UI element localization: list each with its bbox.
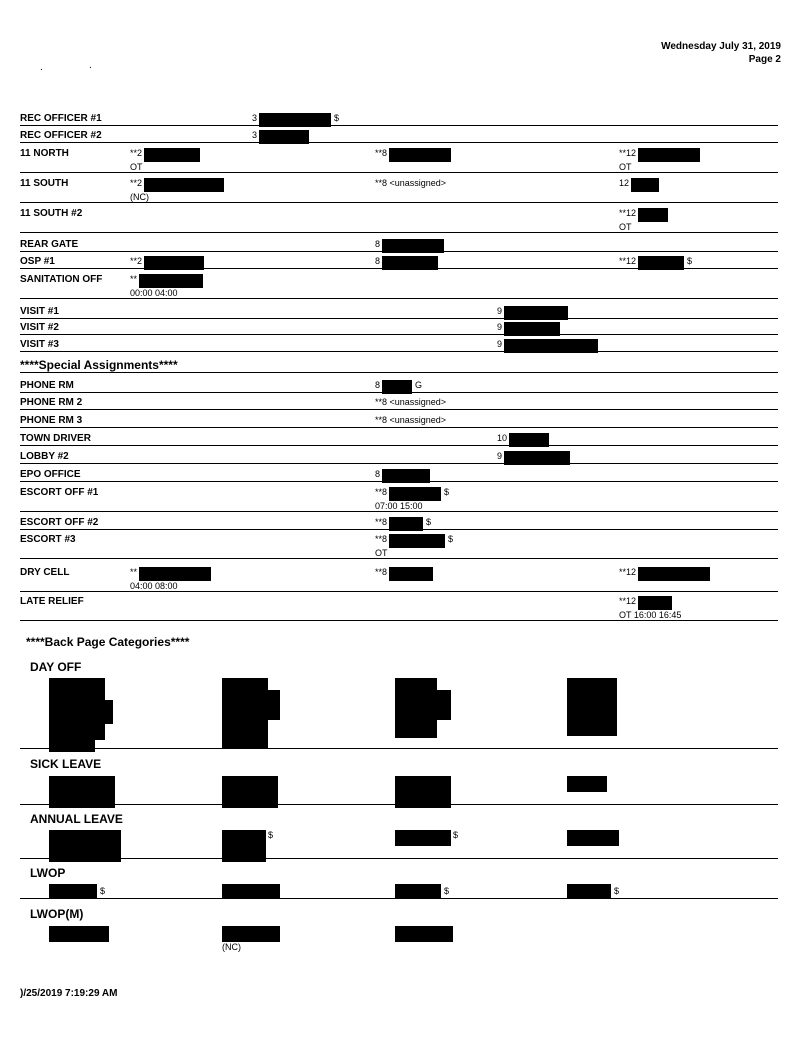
table-row [20, 304, 778, 319]
assignment-cell [619, 567, 710, 581]
post-label: ESCORT #3 [20, 534, 76, 545]
cell-subtext: 04:00 08:00 [130, 581, 178, 591]
redaction-block [49, 926, 109, 942]
report-header [661, 40, 781, 66]
post-label: VISIT #1 [20, 306, 59, 317]
shift-code: 3 [252, 130, 258, 140]
assignment-cell [619, 178, 659, 192]
table-row [20, 206, 778, 233]
table-row [20, 467, 778, 482]
cell-subtext: OT [619, 222, 632, 232]
redaction-block [395, 830, 451, 846]
redaction-block [504, 339, 598, 353]
table-row [20, 320, 778, 335]
scan-speck: . [89, 60, 92, 71]
cell-subtext: OT [130, 162, 143, 172]
assignment-cell [375, 469, 430, 483]
redaction-block [259, 113, 331, 127]
post-label: PHONE RM 2 [20, 397, 83, 408]
dollar-mark: $ [453, 830, 459, 840]
redaction-block [389, 517, 423, 531]
shift-code: **8 [375, 517, 388, 527]
table-row [20, 176, 778, 203]
assignment-cell [130, 178, 224, 202]
assignment-cell [497, 451, 570, 465]
shift-code: **2 [130, 178, 143, 188]
cell-subtext: 00:00 04:00 [130, 288, 178, 298]
post-label: PHONE RM [20, 380, 74, 391]
assignment-cell [375, 239, 444, 253]
cell-suffix: $ [444, 487, 450, 497]
redaction-block [638, 208, 668, 222]
table-row [20, 272, 778, 299]
shift-code: **12 [619, 256, 637, 266]
shift-code: 9 [497, 322, 503, 332]
shift-code: **8 <unassigned> [375, 178, 447, 188]
shift-code: ** [130, 567, 138, 577]
cell-suffix: $ [687, 256, 693, 266]
redaction-block [504, 306, 568, 320]
redaction-block [139, 274, 203, 288]
shift-code: **8 [375, 534, 388, 544]
assignment-cell [375, 380, 422, 394]
category-divider [20, 898, 778, 899]
assignment-cell [130, 567, 211, 591]
dollar-mark: $ [444, 886, 450, 896]
table-row [20, 128, 778, 143]
shift-code: 8 [375, 239, 381, 249]
assignment-cell [619, 596, 681, 620]
redaction-block [259, 130, 309, 144]
post-label: REC OFFICER #2 [20, 130, 102, 141]
report-date: Wednesday July 31, 2019 [661, 41, 781, 52]
category-heading: DAY OFF [30, 660, 82, 674]
assignment-cell [252, 130, 309, 144]
assignment-cell [130, 256, 204, 270]
assignment-cell [375, 415, 446, 425]
post-label: VISIT #3 [20, 339, 59, 350]
table-row [20, 485, 778, 512]
redaction-block [382, 469, 430, 483]
shift-code: 8 [375, 469, 381, 479]
post-label: OSP #1 [20, 256, 55, 267]
assignment-cell [375, 397, 446, 407]
dollar-mark: $ [614, 886, 620, 896]
post-label: ESCORT OFF #2 [20, 517, 99, 528]
dollar-mark: $ [268, 830, 274, 840]
post-label: 11 SOUTH [20, 178, 69, 189]
post-label: DRY CELL [20, 567, 70, 578]
cell-subtext: OT 16:00 16:45 [619, 610, 682, 620]
redaction-block [567, 884, 611, 898]
category-heading: SICK LEAVE [30, 757, 102, 771]
table-row [20, 413, 778, 428]
assignment-cell [130, 274, 203, 298]
shift-code: **8 [375, 487, 388, 497]
print-timestamp: )/25/2019 7:19:29 AM [20, 988, 118, 999]
assignment-cell [375, 567, 433, 581]
cell-suffix: G [415, 380, 423, 390]
category-divider [20, 804, 778, 805]
redaction-block [395, 926, 453, 942]
special-assignments-heading: ****Special Assignments**** [20, 358, 178, 372]
shift-code: 10 [497, 433, 508, 443]
assignment-cell [375, 517, 431, 531]
post-label: ESCORT OFF #1 [20, 487, 99, 498]
redaction-block [389, 567, 433, 581]
post-label: 11 NORTH [20, 148, 69, 159]
shift-code: 9 [497, 306, 503, 316]
post-label: VISIT #2 [20, 322, 59, 333]
redaction-block [504, 322, 560, 336]
assignment-cell [375, 178, 446, 188]
cell-suffix: $ [334, 113, 340, 123]
shift-code: **2 [130, 148, 143, 158]
shift-code: 8 [375, 256, 381, 266]
table-row [20, 395, 778, 410]
redaction-block [144, 148, 200, 162]
redaction-block [382, 256, 438, 270]
shift-code: ** [130, 274, 138, 284]
table-row [20, 594, 778, 621]
back-page-heading: ****Back Page Categories**** [26, 635, 190, 649]
table-row [20, 237, 778, 252]
scan-speck: . [40, 62, 43, 73]
shift-code: 12 [619, 178, 630, 188]
assignment-cell [497, 306, 568, 320]
assignment-cell [497, 339, 598, 353]
assignment-cell [497, 433, 549, 447]
assignment-cell [130, 148, 200, 172]
post-label: SANITATION OFF [20, 274, 103, 285]
redaction-block [638, 596, 672, 610]
redaction-block [49, 700, 113, 724]
shift-code: 9 [497, 451, 503, 461]
no-charge-note: (NC) [222, 942, 241, 952]
redaction-block [382, 239, 444, 253]
assignment-cell [497, 322, 560, 336]
category-heading: ANNUAL LEAVE [30, 812, 123, 826]
table-row [20, 431, 778, 446]
assignment-cell [375, 256, 438, 270]
category-heading: LWOP [30, 866, 66, 880]
redaction-block [638, 148, 700, 162]
redaction-block [389, 534, 445, 548]
redaction-block [509, 433, 549, 447]
shift-code: **12 [619, 567, 637, 577]
post-label: REC OFFICER #1 [20, 113, 102, 124]
redaction-block [395, 690, 451, 720]
shift-code: **12 [619, 148, 637, 158]
category-divider [20, 858, 778, 859]
page-number: Page 2 [748, 54, 781, 65]
table-row [20, 146, 778, 173]
assignment-cell [619, 148, 700, 172]
assignment-cell [619, 208, 668, 232]
redaction-block [504, 451, 570, 465]
cell-subtext: OT [375, 548, 388, 558]
table-row [20, 565, 778, 592]
redaction-block [144, 256, 204, 270]
shift-code: 3 [252, 113, 258, 123]
redaction-block [49, 884, 97, 898]
shift-code: **8 <unassigned> [375, 397, 447, 407]
redaction-block [222, 690, 280, 720]
table-row [20, 378, 778, 393]
redaction-block [222, 926, 280, 942]
assignment-cell [375, 148, 451, 162]
shift-code: **12 [619, 596, 637, 606]
assignment-cell [375, 487, 449, 511]
redaction-block [638, 567, 710, 581]
table-row [20, 111, 778, 126]
cell-suffix: $ [426, 517, 432, 527]
post-label: REAR GATE [20, 239, 79, 250]
redaction-block [567, 706, 617, 728]
cell-subtext: 07:00 15:00 [375, 501, 423, 511]
shift-code: **8 [375, 148, 388, 158]
redaction-block [382, 380, 412, 394]
redaction-block [395, 884, 441, 898]
redaction-block [139, 567, 211, 581]
table-row [20, 515, 778, 530]
redaction-block [389, 148, 451, 162]
table-row [20, 449, 778, 464]
assignment-cell [375, 534, 453, 558]
cell-subtext: OT [619, 162, 632, 172]
cell-subtext: (NC) [130, 192, 149, 202]
shift-code: **8 [375, 567, 388, 577]
redaction-block [631, 178, 659, 192]
redaction-block [567, 776, 607, 792]
redaction-block [389, 487, 441, 501]
cell-suffix: $ [448, 534, 454, 544]
dollar-mark: $ [100, 886, 106, 896]
table-row [20, 532, 778, 559]
table-row [20, 337, 778, 352]
category-divider [20, 748, 778, 749]
assignment-cell [252, 113, 339, 127]
redaction-block [567, 830, 619, 846]
post-label: LATE RELIEF [20, 596, 84, 607]
table-row [20, 254, 778, 269]
category-heading: LWOP(M) [30, 907, 84, 921]
post-label: LOBBY #2 [20, 451, 69, 462]
shift-code: **12 [619, 208, 637, 218]
post-label: PHONE RM 3 [20, 415, 83, 426]
shift-code: 8 [375, 380, 381, 390]
post-label: EPO OFFICE [20, 469, 81, 480]
redaction-block [222, 884, 280, 898]
redaction-block [144, 178, 224, 192]
shift-code: **8 <unassigned> [375, 415, 447, 425]
post-label: TOWN DRIVER [20, 433, 91, 444]
redaction-block [638, 256, 684, 270]
shift-code: **2 [130, 256, 143, 266]
shift-code: 9 [497, 339, 503, 349]
post-label: 11 SOUTH #2 [20, 208, 83, 219]
assignment-cell [619, 256, 692, 270]
